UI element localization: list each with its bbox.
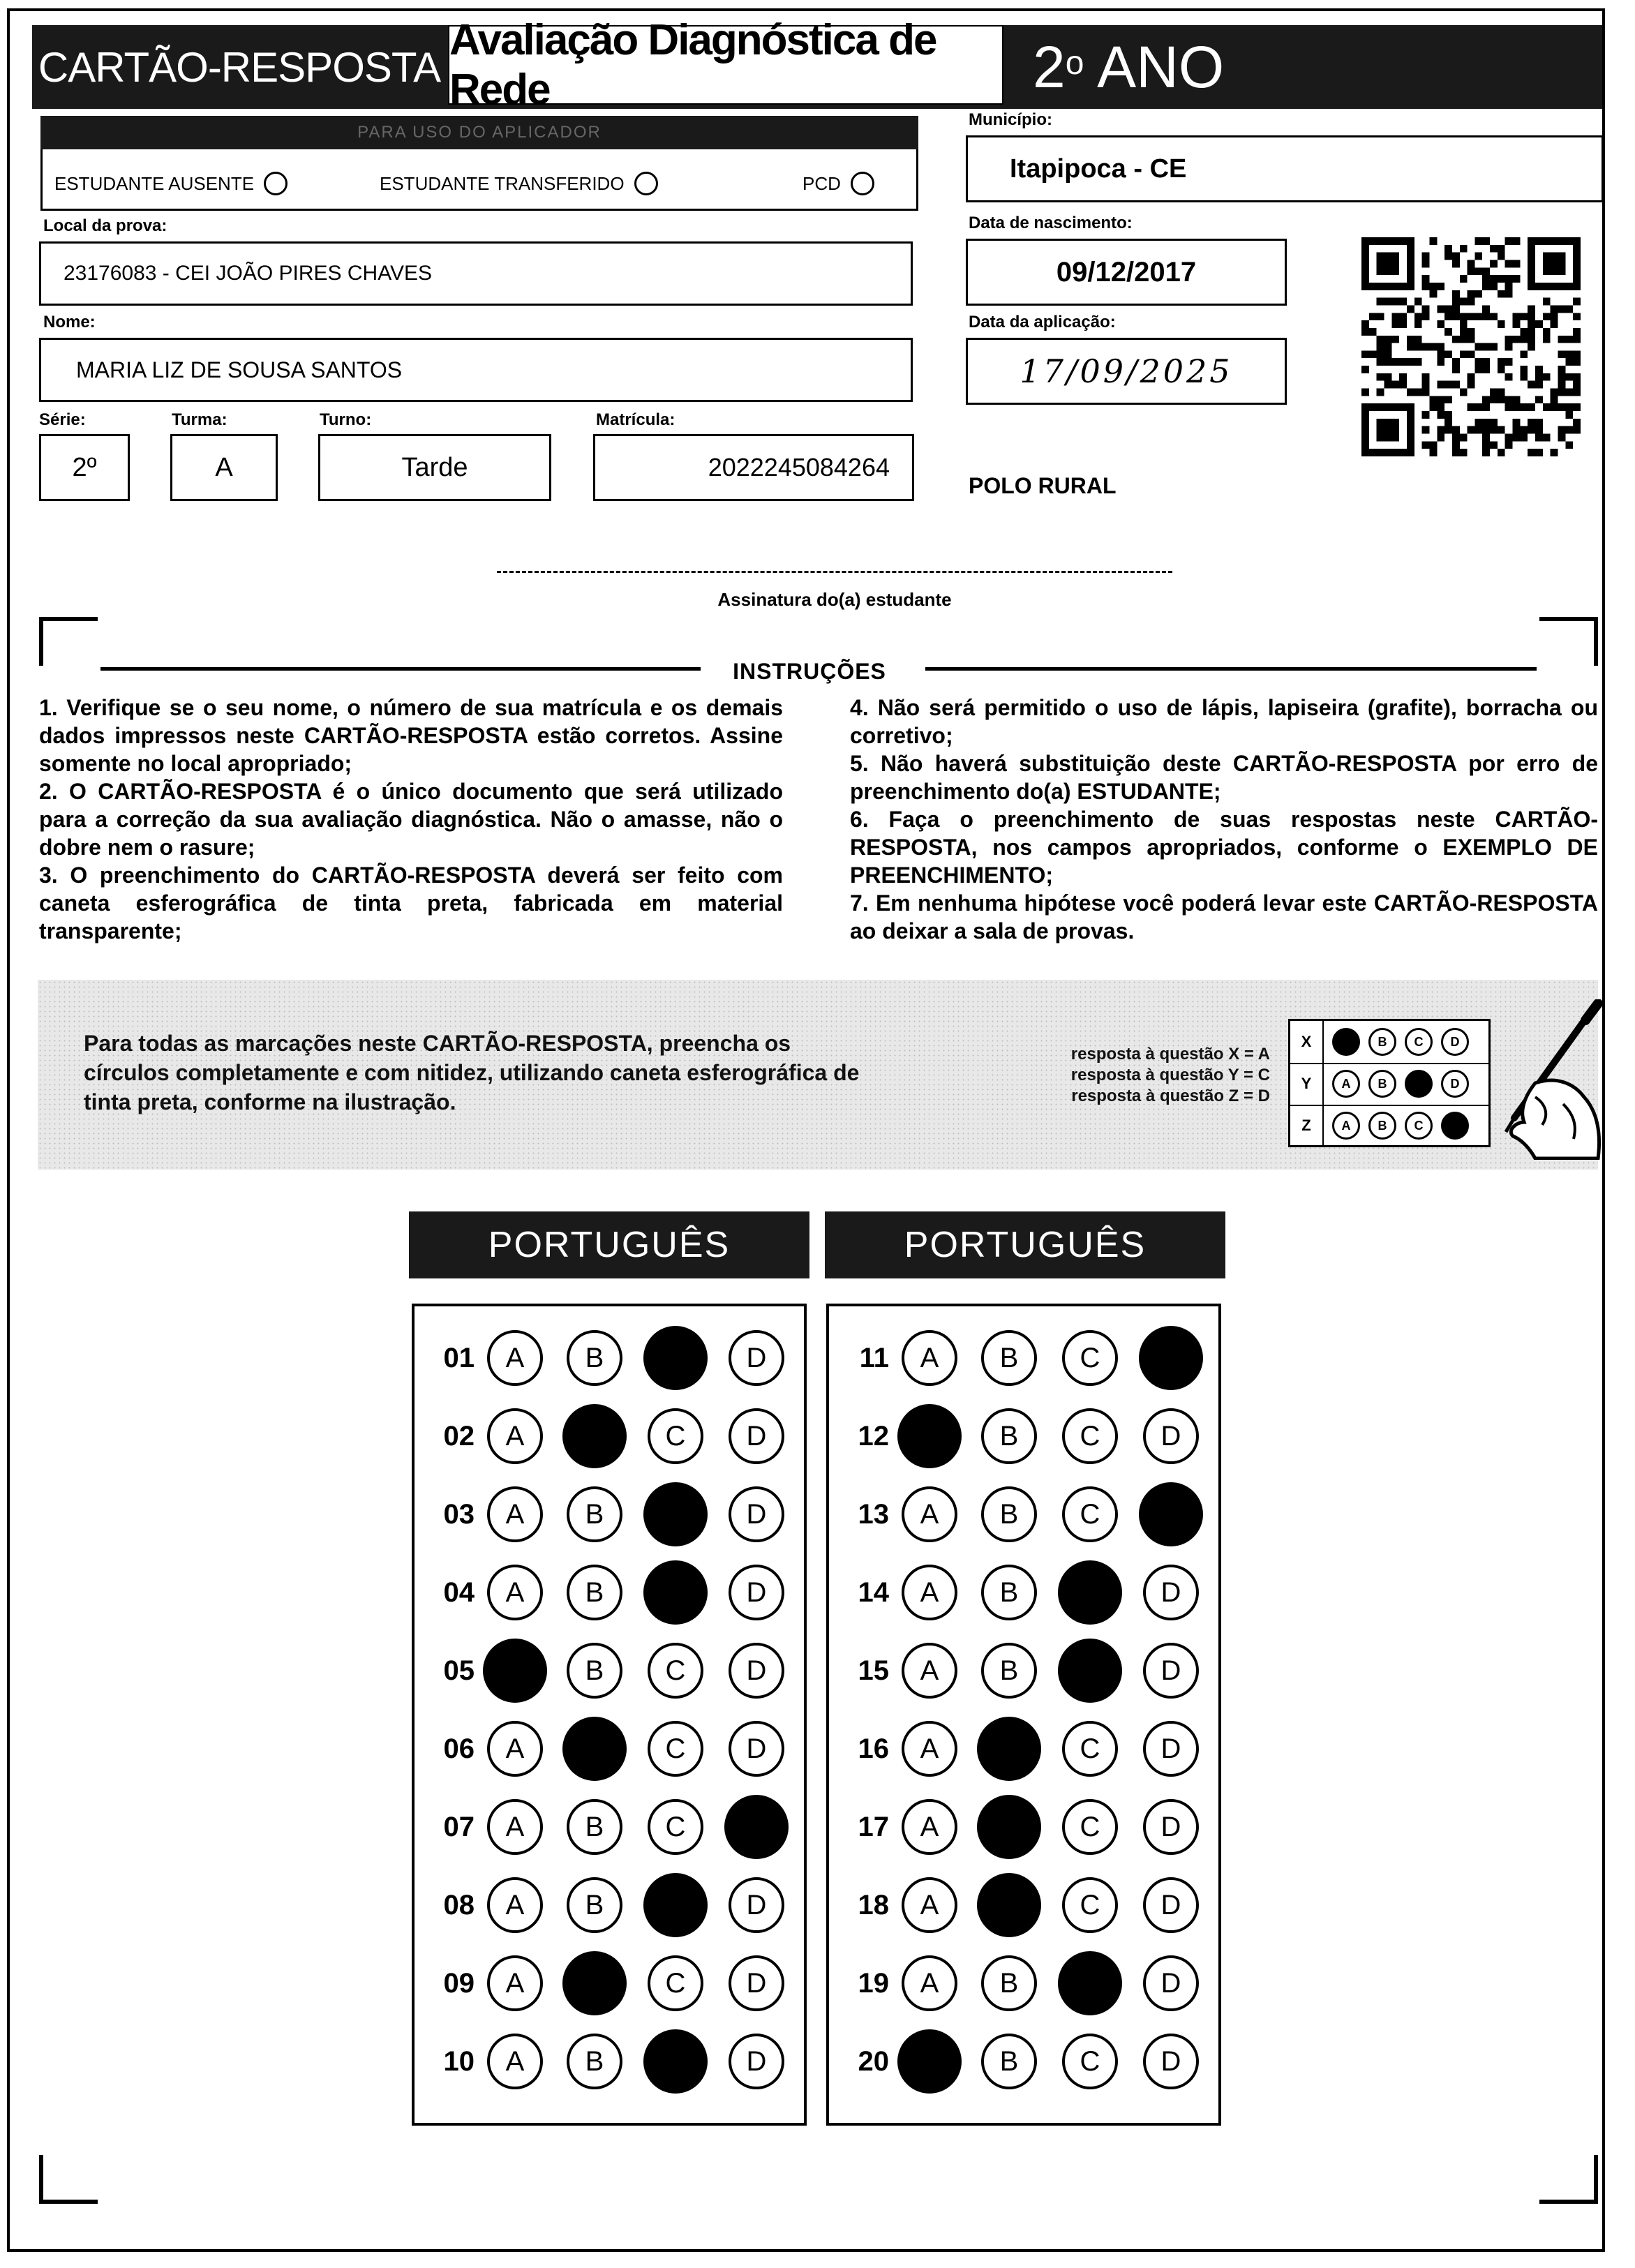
answer-bubble-b[interactable]: B: [567, 1330, 622, 1386]
example-bubble: C: [1405, 1028, 1433, 1056]
corner-top-right: [1539, 617, 1598, 666]
question-number: 20: [858, 2045, 889, 2077]
answer-bubble-b[interactable]: B: [562, 1717, 627, 1781]
question-number: 06: [443, 1733, 475, 1764]
answer-bubble-c[interactable]: C: [1058, 1951, 1122, 2015]
example-row-label: X: [1290, 1021, 1324, 1063]
answer-bubble-a[interactable]: A: [902, 1799, 957, 1855]
answer-bubble-d[interactable]: D: [729, 1408, 784, 1464]
answer-bubble-c[interactable]: C: [648, 1643, 703, 1699]
example-resp-y: resposta à questão Y = C: [1070, 1066, 1270, 1084]
question-number: 07: [443, 1811, 475, 1842]
nasc-field: [966, 239, 1287, 306]
answer-bubble-c[interactable]: C: [648, 1721, 703, 1777]
answer-bubble-d[interactable]: D: [1143, 1643, 1199, 1699]
municipio-label: Município:: [969, 110, 1052, 129]
answer-bubble-d[interactable]: D: [729, 1330, 784, 1386]
instruction-6: 6. Faça o preenchimento de suas respostas neste CARTÃO-RESPOSTA, nos campos apropriados, conforme o EXEMPLO DE PREENCHIMENTO;: [850, 807, 1598, 888]
subject-header-2: PORTUGUÊS: [825, 1211, 1225, 1278]
answer-bubble-a[interactable]: A: [902, 1955, 957, 2011]
answer-bubble-d[interactable]: D: [1143, 1565, 1199, 1620]
question-number: 13: [858, 1498, 889, 1530]
answer-row: [426, 1481, 796, 1548]
instructions-left: [39, 694, 783, 945]
example-bubble: A: [1332, 1070, 1360, 1098]
answer-bubble-c[interactable]: C: [1062, 1486, 1118, 1542]
question-number: 16: [858, 1733, 889, 1764]
answer-bubble-d[interactable]: D: [1143, 1877, 1199, 1933]
answer-bubble-a[interactable]: A: [902, 1565, 957, 1620]
turno-field: [318, 434, 551, 501]
answer-bubble-d[interactable]: D: [729, 1643, 784, 1699]
question-number: 08: [443, 1889, 475, 1920]
answer-bubble-b[interactable]: B: [981, 1565, 1037, 1620]
answer-bubble-c[interactable]: C: [1062, 1799, 1118, 1855]
answer-row: [426, 1403, 796, 1470]
answer-row: [840, 1715, 1210, 1782]
answer-bubble-d[interactable]: D: [1143, 1955, 1199, 2011]
corner-bottom-left: [39, 2155, 98, 2204]
serie-field: [39, 434, 130, 501]
question-number: 01: [443, 1342, 475, 1373]
answer-row: [426, 1325, 796, 1392]
answer-bubble-d[interactable]: D: [729, 1955, 784, 2011]
name-value: MARIA LIZ DE SOUSA SANTOS: [76, 357, 403, 382]
matricula-field: [593, 434, 914, 501]
answer-row: [426, 1950, 796, 2017]
answer-bubble-c[interactable]: C: [648, 1799, 703, 1855]
instruction-5: 5. Não haverá substituição deste CARTÃO-RESPOSTA por erro de preenchimento do(a) ESTUDANTE;: [850, 751, 1598, 804]
exam-title: Avaliação Diagnóstica de Rede: [448, 25, 1003, 105]
absent-bubble[interactable]: [264, 172, 288, 195]
absent-label: ESTUDANTE AUSENTE: [54, 172, 255, 194]
nasc-value: 09/12/2017: [1056, 256, 1197, 288]
example-responses: [1033, 1044, 1270, 1107]
example-bubble: D: [1441, 1070, 1469, 1098]
answer-bubble-c[interactable]: C: [648, 1955, 703, 2011]
answer-bubble-d[interactable]: D: [1139, 1326, 1203, 1390]
aplic-label: Data da aplicação:: [969, 313, 1116, 331]
answer-bubble-a[interactable]: A: [897, 1404, 962, 1468]
pcd-bubble[interactable]: [851, 172, 874, 195]
answer-bubble-c[interactable]: C: [1062, 1330, 1118, 1386]
answer-bubble-d[interactable]: D: [729, 1721, 784, 1777]
answer-bubble-b[interactable]: B: [567, 2034, 622, 2089]
answer-bubble-b[interactable]: B: [981, 1330, 1037, 1386]
answer-bubble-c[interactable]: C: [643, 1482, 708, 1546]
answer-bubble-c[interactable]: C: [1062, 1408, 1118, 1464]
answer-row: [840, 1403, 1210, 1470]
answer-bubble-b[interactable]: B: [981, 1643, 1037, 1699]
answer-bubble-c[interactable]: C: [643, 1873, 708, 1937]
example-text: Para todas as marcações neste CARTÃO-RESPOSTA, preencha os círculos completamente e com nitidez, utilizando caneta esferográfica de tinta preta, conforme na ilustração.: [84, 1031, 860, 1114]
turma-field: [170, 434, 278, 501]
instructions-title: INSTRUÇÕES: [733, 659, 886, 684]
instructions-right: [850, 694, 1598, 945]
example-bubble: D: [1441, 1112, 1469, 1140]
answer-bubble-a[interactable]: A: [487, 1408, 543, 1464]
absent-option[interactable]: [54, 172, 288, 195]
example-row-label: Y: [1290, 1063, 1324, 1105]
name-label: Nome:: [43, 313, 96, 331]
answer-bubble-c[interactable]: C: [648, 1408, 703, 1464]
grade-ordinal: o: [1065, 44, 1084, 82]
matricula-label: Matrícula:: [596, 410, 675, 429]
corner-top-left: [39, 617, 98, 666]
answer-bubble-d[interactable]: D: [729, 1565, 784, 1620]
answer-bubble-a[interactable]: A: [897, 2029, 962, 2094]
answer-bubble-b[interactable]: B: [981, 2034, 1037, 2089]
signature-line[interactable]: [497, 571, 1172, 573]
name-field: [39, 338, 913, 402]
hand-pen-icon: [1431, 999, 1605, 1160]
instruction-3: 3. O preenchimento do CARTÃO-RESPOSTA deverá ser feito com caneta esferográfica de tinta preta, fabricada em material transparente;: [39, 863, 783, 943]
nasc-label: Data de nascimento:: [969, 214, 1133, 232]
grade-number: 2: [1033, 33, 1066, 100]
answer-row: [426, 1637, 796, 1704]
answer-bubble-d[interactable]: D: [1143, 1799, 1199, 1855]
example-resp-x: resposta à questão X = A: [1070, 1045, 1270, 1064]
instruction-4: 4. Não será permitido o uso de lápis, lapiseira (grafite), borracha ou corretivo;: [850, 695, 1598, 748]
aplic-value: 17/09/2025: [1020, 352, 1233, 390]
card-title: CARTÃO-RESPOSTA: [38, 43, 441, 91]
answer-bubble-a[interactable]: A: [902, 1643, 957, 1699]
answer-bubble-d[interactable]: D: [1143, 1408, 1199, 1464]
polo-label: POLO RURAL: [969, 473, 1117, 498]
example-bubble: B: [1368, 1028, 1396, 1056]
answer-row: [840, 1950, 1210, 2017]
answer-bubble-b[interactable]: B: [981, 1955, 1037, 2011]
answer-bubble-d[interactable]: D: [1143, 2034, 1199, 2089]
turma-value: A: [215, 452, 233, 482]
answer-bubble-b[interactable]: B: [567, 1877, 622, 1933]
local-label: Local da prova:: [43, 216, 167, 235]
question-number: 05: [443, 1655, 475, 1686]
answer-row: [426, 1793, 796, 1860]
answer-row: [426, 2028, 796, 2095]
serie-value: 2º: [72, 452, 97, 482]
municipio-field: [966, 135, 1604, 202]
answer-row: [840, 1481, 1210, 1548]
example-bubble: A: [1332, 1028, 1360, 1056]
answer-bubble-a[interactable]: A: [487, 1721, 543, 1777]
answer-bubble-d[interactable]: D: [729, 1486, 784, 1542]
transferred-bubble[interactable]: [634, 172, 658, 195]
grade-suffix: ANO: [1084, 33, 1225, 100]
example-bubble: A: [1332, 1112, 1360, 1140]
instruction-1: 1. Verifique se o seu nome, o número de sua matrícula e os demais dados impressos neste CARTÃO-RESPOSTA estão corretos. Assine somente no local apropriado;: [39, 695, 783, 776]
example-resp-z: resposta à questão Z = D: [1071, 1087, 1270, 1105]
turno-value: Tarde: [401, 452, 468, 482]
question-number: 14: [858, 1576, 889, 1608]
subject-header-1: PORTUGUÊS: [409, 1211, 809, 1278]
example-row-label: Z: [1290, 1105, 1324, 1147]
answer-bubble-d[interactable]: D: [1143, 1721, 1199, 1777]
answer-bubble-b[interactable]: B: [562, 1951, 627, 2015]
pcd-option[interactable]: [802, 172, 874, 195]
matricula-value: 2022245084264: [708, 453, 890, 482]
answer-bubble-a[interactable]: A: [487, 2034, 543, 2089]
answer-bubble-a[interactable]: A: [487, 1565, 543, 1620]
question-number: 18: [858, 1889, 889, 1920]
applicator-title: PARA USO DO APLICADOR: [40, 116, 918, 149]
answer-row: [840, 1872, 1210, 1939]
answer-bubble-b[interactable]: B: [567, 1486, 622, 1542]
answer-bubble-b[interactable]: B: [567, 1565, 622, 1620]
answer-bubble-b[interactable]: B: [981, 1486, 1037, 1542]
qr-code-icon: [1351, 237, 1591, 456]
instruction-7: 7. Em nenhuma hipótese você poderá levar este CARTÃO-RESPOSTA ao deixar a sala de provas.: [850, 890, 1598, 943]
answer-row: [840, 1325, 1210, 1392]
answer-bubble-b[interactable]: B: [977, 1873, 1041, 1937]
answer-row: [840, 1637, 1210, 1704]
question-number: 17: [858, 1811, 889, 1842]
answer-bubble-c[interactable]: C: [1058, 1560, 1122, 1625]
answer-bubble-c[interactable]: C: [1062, 1721, 1118, 1777]
answer-bubble-a[interactable]: A: [902, 1486, 957, 1542]
answer-bubble-b[interactable]: B: [567, 1643, 622, 1699]
example-bubble: B: [1368, 1112, 1396, 1140]
signature-label: Assinatura do(a) estudante: [717, 589, 952, 610]
aplic-field[interactable]: [966, 338, 1287, 405]
answer-bubble-a[interactable]: A: [487, 1955, 543, 2011]
question-number: 15: [858, 1655, 889, 1686]
instr-divider-left: [100, 667, 701, 671]
answer-bubble-b[interactable]: B: [977, 1795, 1041, 1859]
answer-bubble-a[interactable]: A: [487, 1799, 543, 1855]
answer-row: [840, 1559, 1210, 1626]
answer-bubble-d[interactable]: D: [729, 2034, 784, 2089]
question-number: 12: [858, 1420, 889, 1452]
question-number: 09: [443, 1967, 475, 1999]
question-number: 11: [859, 1342, 889, 1373]
answer-bubble-a[interactable]: A: [483, 1639, 547, 1703]
answer-row: [840, 2028, 1210, 2095]
turma-label: Turma:: [172, 410, 227, 429]
question-number: 04: [443, 1576, 475, 1608]
example-bubble: C: [1405, 1070, 1433, 1098]
answer-row: [426, 1715, 796, 1782]
transferred-option[interactable]: [380, 172, 658, 195]
answer-bubble-a[interactable]: A: [487, 1486, 543, 1542]
local-field: [39, 241, 913, 306]
question-number: 19: [858, 1967, 889, 1999]
answer-bubble-a[interactable]: A: [487, 1877, 543, 1933]
serie-label: Série:: [39, 410, 86, 429]
corner-bottom-right: [1539, 2155, 1598, 2204]
example-bubble: B: [1368, 1070, 1396, 1098]
answer-bubble-c[interactable]: C: [1058, 1639, 1122, 1703]
transferred-label: ESTUDANTE TRANSFERIDO: [380, 172, 625, 194]
answer-bubble-c[interactable]: C: [1062, 2034, 1118, 2089]
answer-bubble-a[interactable]: A: [902, 1721, 957, 1777]
answer-row: [426, 1872, 796, 1939]
answer-bubble-c[interactable]: C: [1062, 1877, 1118, 1933]
answer-bubble-b[interactable]: B: [981, 1408, 1037, 1464]
answer-bubble-c[interactable]: C: [643, 1326, 708, 1390]
instr-divider-right: [925, 667, 1537, 671]
example-bubble: D: [1441, 1028, 1469, 1056]
pcd-label: PCD: [802, 172, 841, 194]
answer-bubble-d[interactable]: D: [729, 1877, 784, 1933]
answer-bubble-d[interactable]: D: [1139, 1482, 1203, 1546]
instruction-2: 2. O CARTÃO-RESPOSTA é o único documento que será utilizado para a correção da sua avaliação diagnóstica. Não o amasse, não o dobre nem o rasure;: [39, 779, 783, 860]
answer-bubble-b[interactable]: B: [562, 1404, 627, 1468]
example-bubble: C: [1405, 1112, 1433, 1140]
answer-row: [426, 1559, 796, 1626]
answer-bubble-a[interactable]: A: [487, 1330, 543, 1386]
question-number: 10: [443, 2045, 475, 2077]
municipio-value: Itapipoca - CE: [1010, 154, 1187, 184]
answer-bubble-a[interactable]: A: [902, 1330, 957, 1386]
answer-bubble-c[interactable]: C: [643, 1560, 708, 1625]
answer-row: [840, 1793, 1210, 1860]
local-value: 23176083 - CEI JOÃO PIRES CHAVES: [64, 262, 433, 285]
answer-bubble-a[interactable]: A: [902, 1877, 957, 1933]
question-number: 02: [443, 1420, 475, 1452]
answer-bubble-d[interactable]: D: [724, 1795, 789, 1859]
answer-bubble-b[interactable]: B: [977, 1717, 1041, 1781]
answer-bubble-b[interactable]: B: [567, 1799, 622, 1855]
turno-label: Turno:: [320, 410, 372, 429]
grade-title: [1033, 25, 1312, 109]
answer-bubble-c[interactable]: C: [643, 2029, 708, 2094]
question-number: 03: [443, 1498, 475, 1530]
